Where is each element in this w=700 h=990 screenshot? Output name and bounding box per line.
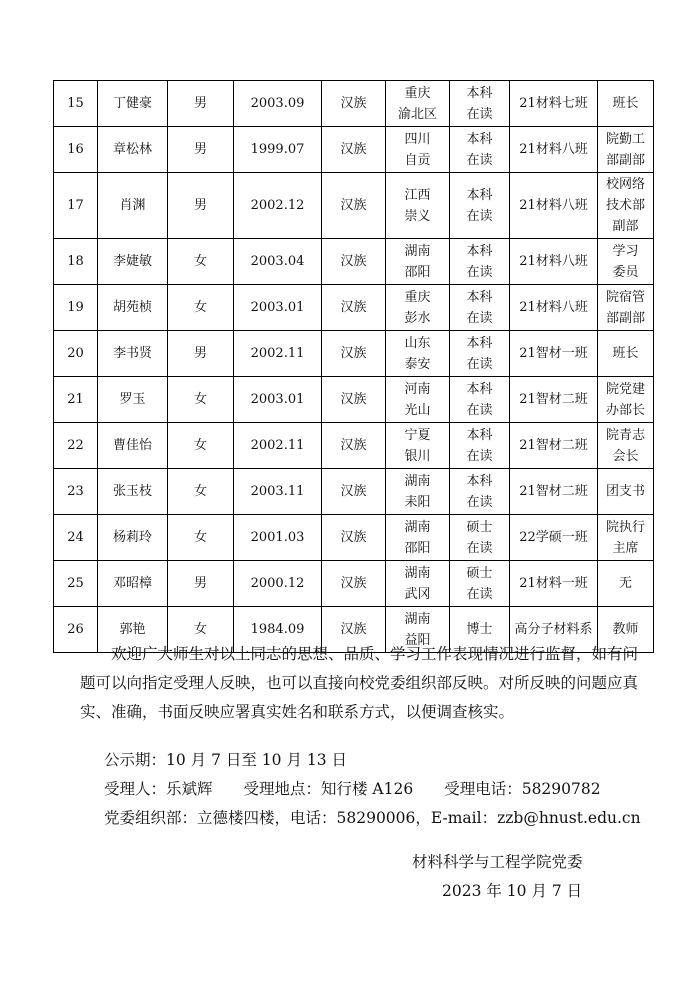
cell-gender: 男	[168, 127, 234, 173]
cell-hometown: 四川 自贡	[386, 127, 450, 173]
cell-position: 院青志 会长	[598, 423, 654, 469]
cell-seq: 20	[54, 331, 98, 377]
cell-birth: 2003.01	[234, 285, 322, 331]
cell-name: 肖渊	[98, 173, 168, 239]
cell-hometown: 江西 崇义	[386, 173, 450, 239]
cell-education: 博士	[450, 607, 510, 653]
cell-hometown: 河南 光山	[386, 377, 450, 423]
cell-education: 本科 在读	[450, 127, 510, 173]
cell-hometown: 宁夏 银川	[386, 423, 450, 469]
cell-class: 21材料一班	[510, 561, 598, 607]
cell-class: 21智材二班	[510, 423, 598, 469]
cell-position: 院宿管 部副部	[598, 285, 654, 331]
cell-hometown: 重庆 彭水	[386, 285, 450, 331]
table-row	[54, 239, 654, 285]
cell-ethnicity: 汉族	[322, 239, 386, 285]
cell-ethnicity: 汉族	[322, 423, 386, 469]
cell-ethnicity: 汉族	[322, 173, 386, 239]
table-row	[54, 423, 654, 469]
cell-name: 张玉枝	[98, 469, 168, 515]
table-row	[54, 173, 654, 239]
cell-position: 院党建 办部长	[598, 377, 654, 423]
cell-gender: 男	[168, 81, 234, 127]
candidate-table	[53, 80, 654, 653]
cell-gender: 女	[168, 377, 234, 423]
cell-birth: 2002.11	[234, 331, 322, 377]
cell-ethnicity: 汉族	[322, 285, 386, 331]
cell-name: 杨莉玲	[98, 515, 168, 561]
cell-seq: 25	[54, 561, 98, 607]
cell-ethnicity: 汉族	[322, 81, 386, 127]
cell-name: 胡苑桢	[98, 285, 168, 331]
cell-birth: 2000.12	[234, 561, 322, 607]
cell-ethnicity: 汉族	[322, 607, 386, 653]
cell-birth: 2003.01	[234, 377, 322, 423]
cell-class: 21智材二班	[510, 469, 598, 515]
table-row	[54, 561, 654, 607]
notice-period: 公示期：10 月 7 日至 10 月 13 日	[104, 751, 348, 769]
cell-birth: 2002.11	[234, 423, 322, 469]
cell-position: 团支书	[598, 469, 654, 515]
table-row	[54, 469, 654, 515]
cell-gender: 女	[168, 423, 234, 469]
cell-education: 本科 在读	[450, 377, 510, 423]
cell-name: 丁健豪	[98, 81, 168, 127]
cell-ethnicity: 汉族	[322, 469, 386, 515]
cell-position: 无	[598, 561, 654, 607]
cell-class: 21材料八班	[510, 285, 598, 331]
cell-gender: 男	[168, 173, 234, 239]
notice-org-contact: 党委组织部：立德楼四楼，电话：58290006，E-mail：zzb@hnust.edu.cn	[104, 809, 641, 827]
cell-education: 本科 在读	[450, 239, 510, 285]
cell-birth: 1984.09	[234, 607, 322, 653]
cell-gender: 女	[168, 515, 234, 561]
cell-name: 曹佳怡	[98, 423, 168, 469]
notice-handler: 受理人：乐斌辉 受理地点：知行楼 A126 受理电话：58290782	[104, 780, 601, 798]
cell-ethnicity: 汉族	[322, 331, 386, 377]
cell-class: 22学硕一班	[510, 515, 598, 561]
cell-seq: 21	[54, 377, 98, 423]
table-row	[54, 127, 654, 173]
table-row	[54, 377, 654, 423]
cell-hometown: 湖南 邵阳	[386, 239, 450, 285]
cell-hometown: 湖南 耒阳	[386, 469, 450, 515]
cell-class: 21智材二班	[510, 377, 598, 423]
cell-name: 章松林	[98, 127, 168, 173]
cell-ethnicity: 汉族	[322, 515, 386, 561]
cell-education: 本科 在读	[450, 469, 510, 515]
table-row	[54, 285, 654, 331]
cell-class: 21智材一班	[510, 331, 598, 377]
cell-hometown: 山东 泰安	[386, 331, 450, 377]
cell-name: 李书贤	[98, 331, 168, 377]
cell-education: 硕士 在读	[450, 561, 510, 607]
cell-position: 院勤工 部副部	[598, 127, 654, 173]
cell-gender: 女	[168, 469, 234, 515]
table-row	[54, 81, 654, 127]
cell-name: 邓昭樟	[98, 561, 168, 607]
cell-position: 教师	[598, 607, 654, 653]
table-row	[54, 515, 654, 561]
cell-education: 本科 在读	[450, 285, 510, 331]
cell-position: 院执行 主席	[598, 515, 654, 561]
cell-seq: 24	[54, 515, 98, 561]
cell-education: 本科 在读	[450, 331, 510, 377]
cell-seq: 16	[54, 127, 98, 173]
cell-education: 本科 在读	[450, 173, 510, 239]
candidate-table-body	[54, 81, 654, 653]
cell-class: 21材料八班	[510, 173, 598, 239]
cell-ethnicity: 汉族	[322, 377, 386, 423]
cell-ethnicity: 汉族	[322, 127, 386, 173]
cell-hometown: 湖南 邵阳	[386, 515, 450, 561]
cell-education: 硕士 在读	[450, 515, 510, 561]
cell-birth: 2003.11	[234, 469, 322, 515]
cell-birth: 2003.04	[234, 239, 322, 285]
cell-gender: 女	[168, 285, 234, 331]
cell-position: 学习 委员	[598, 239, 654, 285]
cell-education: 本科 在读	[450, 423, 510, 469]
cell-position: 班长	[598, 331, 654, 377]
cell-seq: 22	[54, 423, 98, 469]
cell-birth: 2003.09	[234, 81, 322, 127]
cell-birth: 2001.03	[234, 515, 322, 561]
table-row	[54, 331, 654, 377]
cell-birth: 1999.07	[234, 127, 322, 173]
notice-paragraph: 欢迎广大师生对以上同志的思想、品质、学习工作表现情况进行监督，如有问题可以向指定受理人反映，也可以直接向校党委组织部反映。对所反映的问题应真实、准确，书面反映应署真实姓名和联系方式，以便调查核实。	[80, 645, 639, 721]
cell-gender: 女	[168, 607, 234, 653]
cell-gender: 女	[168, 239, 234, 285]
cell-name: 李婕敏	[98, 239, 168, 285]
cell-gender: 男	[168, 331, 234, 377]
cell-education: 本科 在读	[450, 81, 510, 127]
cell-class: 高分子材料系	[510, 607, 598, 653]
cell-position: 班长	[598, 81, 654, 127]
cell-seq: 15	[54, 81, 98, 127]
cell-class: 21材料八班	[510, 127, 598, 173]
signature-date: 2023 年 10 月 7 日	[442, 882, 583, 900]
cell-hometown: 重庆 渝北区	[386, 81, 450, 127]
cell-seq: 17	[54, 173, 98, 239]
cell-hometown: 湖南 武冈	[386, 561, 450, 607]
cell-gender: 男	[168, 561, 234, 607]
cell-hometown: 湖南 益阳	[386, 607, 450, 653]
cell-seq: 19	[54, 285, 98, 331]
cell-seq: 26	[54, 607, 98, 653]
cell-class: 21材料八班	[510, 239, 598, 285]
cell-position: 校网络 技术部 副部	[598, 173, 654, 239]
cell-class: 21材料七班	[510, 81, 598, 127]
cell-name: 郭艳	[98, 607, 168, 653]
cell-birth: 2002.12	[234, 173, 322, 239]
cell-ethnicity: 汉族	[322, 561, 386, 607]
cell-seq: 18	[54, 239, 98, 285]
cell-seq: 23	[54, 469, 98, 515]
cell-name: 罗玉	[98, 377, 168, 423]
signature-org: 材料科学与工程学院党委	[412, 853, 583, 871]
